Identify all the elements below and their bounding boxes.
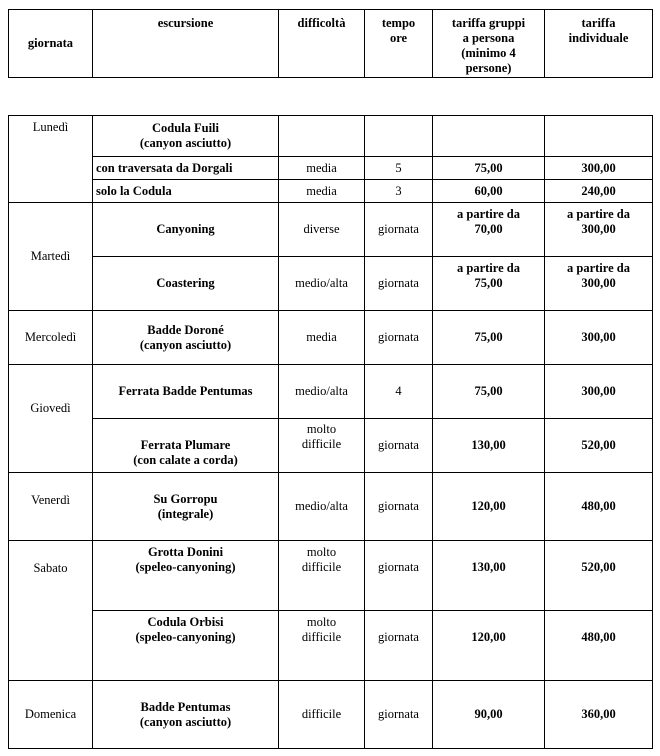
day-cell-domenica: Domenica — [9, 681, 93, 749]
time-cell: giornata — [365, 419, 433, 473]
time-cell: 3 — [365, 180, 433, 203]
excursion-cell: Grotta Donini (speleo-canyoning) — [93, 541, 279, 611]
header-tariffa-individuale: tariffa individuale — [545, 10, 653, 78]
group-price-cell: a partire da 75,00 — [433, 257, 545, 311]
difficulty-cell: media — [279, 157, 365, 180]
time-cell: giornata — [365, 473, 433, 541]
header-tariffa-gruppi: tariffa gruppi a persona (minimo 4 persone) — [433, 10, 545, 78]
individual-price-cell: 300,00 — [545, 365, 653, 419]
difficulty-cell: molto difficile — [279, 611, 365, 681]
difficulty-cell: diverse — [279, 203, 365, 257]
difficulty-cell: medio/alta — [279, 473, 365, 541]
day-cell-mercoledi: Mercoledì — [9, 311, 93, 365]
individual-price-cell: 480,00 — [545, 611, 653, 681]
time-cell: giornata — [365, 681, 433, 749]
empty-cell — [365, 116, 433, 157]
group-price-cell: 130,00 — [433, 541, 545, 611]
day-cell-giovedi: Giovedì — [9, 365, 93, 473]
individual-price-cell: 300,00 — [545, 157, 653, 180]
excursions-table — [8, 115, 653, 749]
individual-price-cell: 520,00 — [545, 419, 653, 473]
difficulty-cell: molto difficile — [279, 541, 365, 611]
excursion-cell: Su Gorropu (integrale) — [93, 473, 279, 541]
excursion-cell: con traversata da Dorgali — [93, 157, 279, 180]
header-difficolta: difficoltà — [279, 10, 365, 78]
empty-cell — [545, 116, 653, 157]
table-row — [9, 419, 653, 473]
header-escursione: escursione — [93, 10, 279, 78]
header-table — [8, 9, 653, 78]
group-price-cell: 75,00 — [433, 311, 545, 365]
time-cell: 4 — [365, 365, 433, 419]
excursion-cell: Ferrata Plumare (con calate a corda) — [93, 419, 279, 473]
table-row — [9, 311, 653, 365]
table-row — [9, 257, 653, 311]
empty-cell — [279, 116, 365, 157]
table-row — [9, 116, 653, 157]
group-price-cell: 120,00 — [433, 473, 545, 541]
difficulty-cell: media — [279, 311, 365, 365]
excursion-cell: Codula Orbisi (speleo-canyoning) — [93, 611, 279, 681]
individual-price-cell: 480,00 — [545, 473, 653, 541]
group-price-cell: 75,00 — [433, 365, 545, 419]
individual-price-cell: a partire da 300,00 — [545, 203, 653, 257]
time-cell: giornata — [365, 611, 433, 681]
individual-price-cell: 240,00 — [545, 180, 653, 203]
day-cell-venerdi: Venerdì — [9, 473, 93, 541]
day-cell-lunedi: Lunedì — [9, 116, 93, 203]
excursion-cell: Ferrata Badde Pentumas — [93, 365, 279, 419]
day-cell-martedi: Martedì — [9, 203, 93, 311]
group-price-cell: 130,00 — [433, 419, 545, 473]
group-price-cell: 75,00 — [433, 157, 545, 180]
header-row — [9, 10, 653, 78]
table-row — [9, 203, 653, 257]
table-row — [9, 365, 653, 419]
time-cell: giornata — [365, 203, 433, 257]
difficulty-cell: medio/alta — [279, 257, 365, 311]
empty-cell — [433, 116, 545, 157]
time-cell: giornata — [365, 257, 433, 311]
individual-price-cell: a partire da 300,00 — [545, 257, 653, 311]
group-price-cell: 120,00 — [433, 611, 545, 681]
excursion-cell: Badde Pentumas (canyon asciutto) — [93, 681, 279, 749]
individual-price-cell: 300,00 — [545, 311, 653, 365]
header-tempo: tempo ore — [365, 10, 433, 78]
table-row — [9, 157, 653, 180]
time-cell: giornata — [365, 541, 433, 611]
excursion-cell: Coastering — [93, 257, 279, 311]
individual-price-cell: 520,00 — [545, 541, 653, 611]
difficulty-cell: medio/alta — [279, 365, 365, 419]
time-cell: 5 — [365, 157, 433, 180]
table-row — [9, 541, 653, 611]
excursion-cell: Canyoning — [93, 203, 279, 257]
excursion-cell: Badde Doroné (canyon asciutto) — [93, 311, 279, 365]
table-row — [9, 611, 653, 681]
difficulty-cell: molto difficile — [279, 419, 365, 473]
table-row — [9, 473, 653, 541]
excursion-cell: Codula Fuili (canyon asciutto) — [93, 116, 279, 157]
day-cell-sabato: Sabato — [9, 541, 93, 681]
difficulty-cell: difficile — [279, 681, 365, 749]
table-row — [9, 180, 653, 203]
time-cell: giornata — [365, 311, 433, 365]
table-row — [9, 681, 653, 749]
group-price-cell: 60,00 — [433, 180, 545, 203]
difficulty-cell: media — [279, 180, 365, 203]
individual-price-cell: 360,00 — [545, 681, 653, 749]
group-price-cell: a partire da 70,00 — [433, 203, 545, 257]
excursion-cell: solo la Codula — [93, 180, 279, 203]
group-price-cell: 90,00 — [433, 681, 545, 749]
header-giornata: giornata — [9, 10, 93, 78]
